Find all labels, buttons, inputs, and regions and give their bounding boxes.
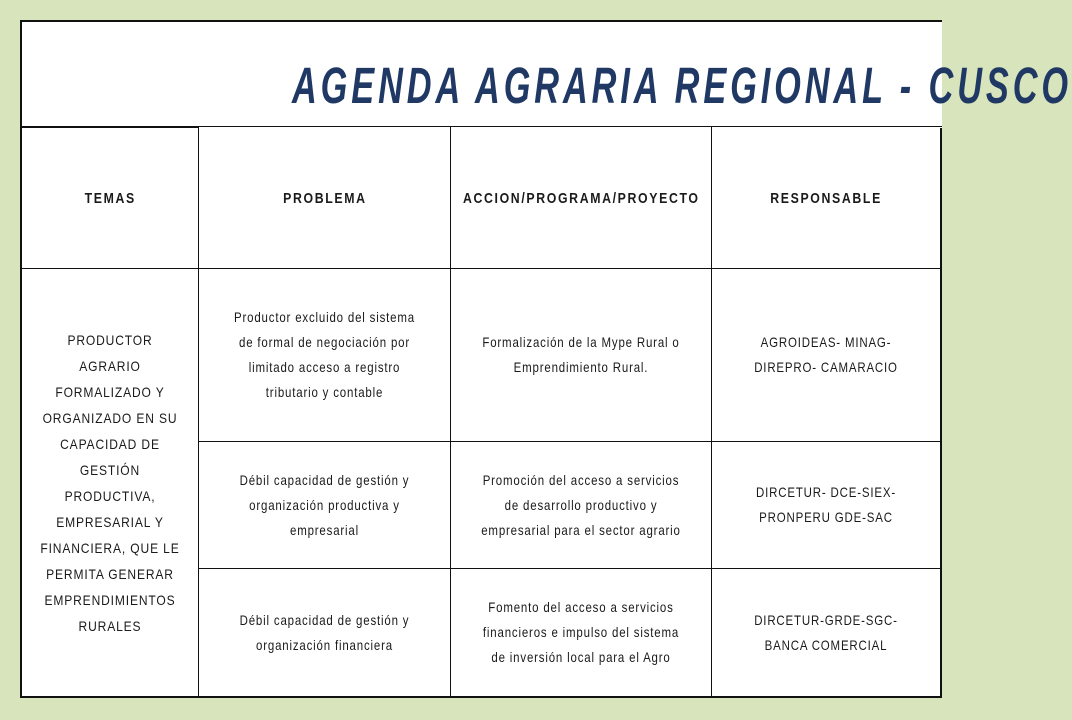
row-1-problema <box>199 269 450 441</box>
row-3-problema-text: Débil capacidad de gestión y organización financiera <box>239 611 410 653</box>
row-2-accion <box>451 442 711 568</box>
row-1-responsable-text: AGROIDEAS- MINAG- DIREPRO- CAMARACIO <box>754 334 898 375</box>
row-2-problema <box>199 442 450 568</box>
frame-bottom <box>20 696 942 698</box>
rule-under-title <box>198 126 942 127</box>
page-title: AGENDA AGRARIA REGIONAL - CUSCO <box>292 58 1072 115</box>
row-1-accion-text: Formalización de la Mype Rural o Emprendimiento Rural. <box>482 334 680 375</box>
row-2-responsable-text: DIRCETUR- DCE-SIEX- PRONPERU GDE-SAC <box>756 484 896 525</box>
header-accion <box>451 128 711 268</box>
header-temas-label: TEMAS <box>84 189 136 207</box>
header-problema <box>199 128 450 268</box>
row-3-responsable <box>712 569 940 696</box>
row-1-responsable <box>712 269 940 441</box>
tema-cell <box>22 269 198 696</box>
frame-top <box>20 20 942 22</box>
row-2-problema-text: Débil capacidad de gestión y organización productiva y empresarial <box>239 471 410 538</box>
row-3-accion <box>451 569 711 696</box>
slide <box>20 20 1072 698</box>
row-1-problema-text: Productor excluido del sistema de formal de negociación por limitado acceso a registro tributario y contable <box>234 309 415 400</box>
header-responsable <box>712 128 940 268</box>
row-3-responsable-text: DIRCETUR-GRDE-SGC- BANCA COMERCIAL <box>754 611 898 653</box>
row-1-accion <box>451 269 711 441</box>
row-2-responsable <box>712 442 940 568</box>
frame-right <box>940 128 942 698</box>
row-2-accion-text: Promoción del acceso a servicios de desarrollo productivo y empresarial para el sector agrario <box>481 471 681 538</box>
header-problema-label: PROBLEMA <box>282 189 367 207</box>
row-3-accion-text: Fomento del acceso a servicios financieros e impulso del sistema de inversión local para el Agro <box>482 599 680 665</box>
row-3-problema <box>199 569 450 696</box>
header-responsable-label: RESPONSABLE <box>770 189 882 207</box>
tema-text: PRODUCTOR AGRARIO FORMALIZADO Y ORGANIZADO EN SU CAPACIDAD DE GESTIÓN PRODUCTIVA, EMPRESARIAL Y FINANCIERA, QUE LE PERMITA GENERAR EMPRENDIMIENTOS RURALES <box>40 331 180 634</box>
header-accion-label: ACCION/PROGRAMA/PROYECTO <box>462 189 700 207</box>
header-temas <box>22 128 198 268</box>
